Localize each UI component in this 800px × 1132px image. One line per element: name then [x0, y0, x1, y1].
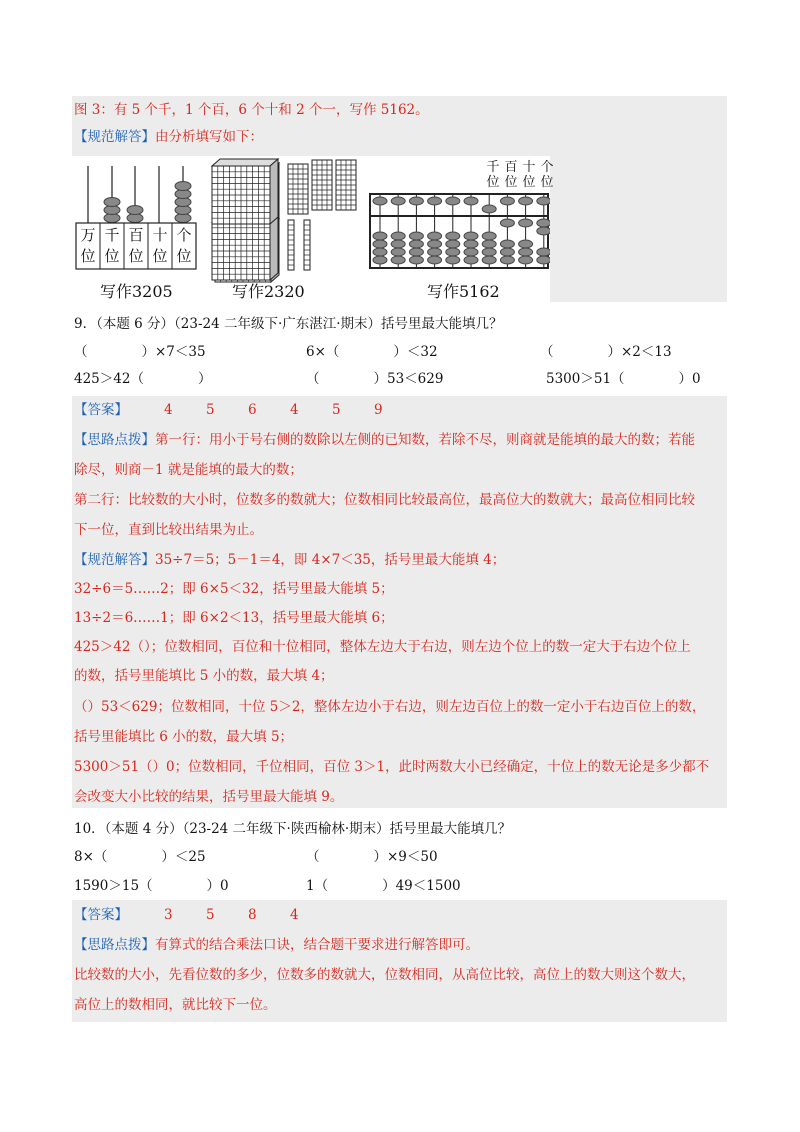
- q9-hint-line-1: 【思路点拨】第一行：用小于号右侧的数除以左侧的已知数，若除不尽，则商就是能填的最大的数；若能: [74, 432, 695, 448]
- q9-row2-c: 5300＞51（ ）0: [546, 371, 701, 387]
- q10-answer-4: 4: [290, 907, 299, 923]
- q9-solution-line-1: 【规范解答】35÷7＝5；5－1＝4，即 4×7＜35，括号里最大能填 4；: [74, 552, 506, 568]
- q9-hint-line-3: 第二行：比较数的大小时，位数多的数就大；位数相同比较最高位，最高位大的数就大；最高位相同比较: [74, 492, 695, 508]
- q9-answer-1: 4: [164, 402, 173, 418]
- solution-tag: 【规范解答】: [74, 129, 155, 145]
- q9-title: 9．（本题 6 分）（23-24 二年级下·广东湛江·期末）括号里最大能填几？: [74, 316, 503, 332]
- q9-solution-line-5: 的数，括号里能填比 5 小的数，最大填 4；: [74, 668, 334, 684]
- q9-solution-line-9: 会改变大小比较的结果，括号里最大能填 9。: [74, 789, 344, 805]
- q10-answer-line: [74, 905, 128, 925]
- abacus-three-label: 十 位: [522, 160, 536, 190]
- q10-hint-line-2: 比较数的大小，先看位数的多少，位数多的数就大，位数相同，从高位比较，高位上的数大则这个数大，: [74, 967, 695, 983]
- abacus-one-label: 个 位: [176, 226, 192, 265]
- q9-hint-line-2: 除尽，则商－1 就是能填的最大的数；: [74, 462, 303, 478]
- abacus-figure: [72, 156, 554, 302]
- solution-line-top: [74, 127, 263, 147]
- fig3-text: 图 3：有 5 个千，1 个百，6 个十和 2 个一，写作 5162。: [74, 102, 429, 118]
- q9-answer-6: 9: [374, 402, 383, 418]
- abacus-one-labels: [76, 225, 196, 269]
- q10-answer-3: 8: [248, 907, 257, 923]
- q9-answer-2: 5: [206, 402, 215, 418]
- q10-hint-tag: 【思路点拨】: [74, 937, 155, 953]
- q9-solution-line-2: 32÷6＝5……2；即 6×5＜32，括号里最大能填 5；: [74, 581, 394, 597]
- q10-answer-tag: 【答案】: [74, 907, 128, 923]
- q9-solution-tag: 【规范解答】: [74, 552, 155, 568]
- base-ten-blocks: [212, 159, 356, 282]
- q9-row1-a: （ ）×7＜35: [74, 344, 206, 360]
- q9-solution-line-6: （）53＜629；位数相同，十位 5＞2，整体左边小于右边，则左边百位上的数一定小于右边百位上的数，: [74, 699, 706, 715]
- q9-answer-5: 5: [332, 402, 341, 418]
- caption-3205: 写作3205: [100, 282, 173, 301]
- abacus-one-label: 十 位: [152, 226, 168, 265]
- q10-row2-b: 1（ ）49＜1500: [306, 878, 461, 894]
- abacus-three-label: 百 位: [504, 160, 518, 190]
- q9-row2-b: （ ）53＜629: [306, 371, 444, 387]
- q9-answer-4: 4: [290, 402, 299, 418]
- q10-title: 10．（本题 4 分）（23-24 二年级下·陕西榆林·期末）括号里最大能填几？: [74, 821, 512, 837]
- abacus-three-label: 个 位: [540, 160, 554, 190]
- q9-hint-line-4: 下一位，直到比较出结果为止。: [74, 522, 263, 538]
- q10-hint-line-3: 高位上的数相同，就比较下一位。: [74, 997, 277, 1013]
- q9-solution-line-8: 5300＞51（）0；位数相同，千位相同，百位 3＞1，此时两数大小已经确定，十位上的数无论是多少都不: [74, 759, 710, 775]
- caption-5162: 写作5162: [427, 282, 500, 301]
- caption-2320: 写作2320: [232, 282, 305, 301]
- q9-hint-tag: 【思路点拨】: [74, 432, 155, 448]
- q9-solution-line-7: 括号里能填比 6 小的数，最大填 5；: [74, 729, 294, 745]
- abacus-one-label: 万 位: [80, 226, 96, 265]
- q9-solution-line-4: 425＞42（）；位数相同，百位和十位相同，整体左边大于右边，则左边个位上的数一定大于右边个位上: [74, 639, 691, 655]
- q10-row2-a: 1590＞15（ ）0: [74, 878, 229, 894]
- abacus-three-label: 千 位: [486, 160, 500, 190]
- q10-answer-2: 5: [206, 907, 215, 923]
- q9-solution-line-3: 13÷2＝6……1；即 6×2＜13，括号里最大能填 6；: [74, 610, 394, 626]
- q9-answer-tag: 【答案】: [74, 402, 128, 418]
- abacus-three: [370, 194, 550, 268]
- q9-row2-a: 425＞42（ ）: [74, 371, 212, 387]
- q9-answer-3: 6: [248, 402, 257, 418]
- q9-row1-b: 6×（ ）＜32: [306, 344, 438, 360]
- solution-text: 由分析填写如下：: [155, 129, 263, 145]
- q10-row1-b: （ ）×9＜50: [306, 849, 438, 865]
- abacus-one-label: 千 位: [104, 226, 120, 265]
- q10-row1-a: 8×（ ）＜25: [74, 849, 206, 865]
- q9-row1-c: （ ）×2＜13: [540, 344, 672, 360]
- abacus-one-label: 百 位: [128, 226, 144, 265]
- q10-hint-line-1: 【思路点拨】有算式的结合乘法口诀，结合题干要求进行解答即可。: [74, 937, 479, 953]
- q9-answer-line: [74, 400, 128, 420]
- q10-answer-1: 3: [164, 907, 173, 923]
